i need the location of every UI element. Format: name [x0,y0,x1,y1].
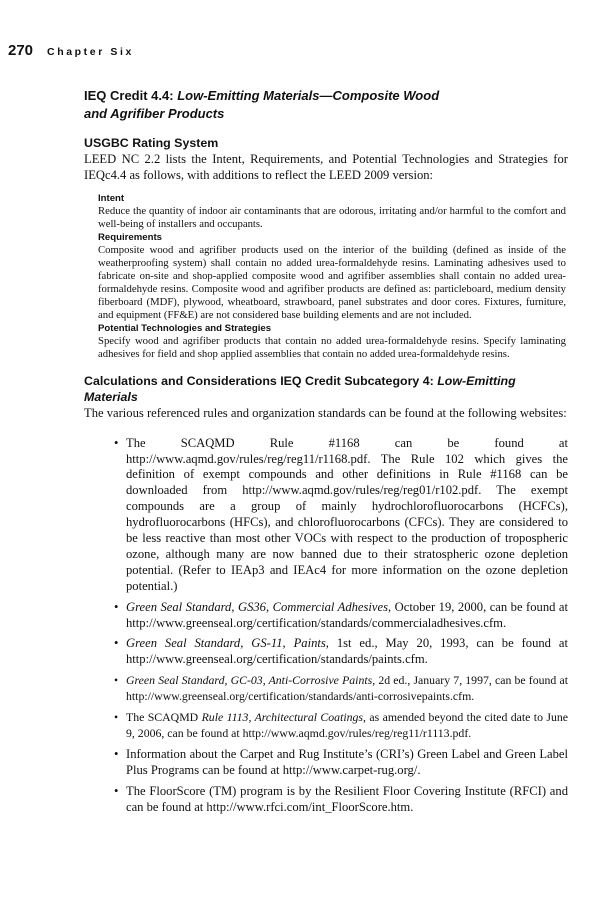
leed-quote-block [98,192,566,361]
list-item: • Green Seal Standard, GC-03, Anti-Corrosive Paints, 2d ed., January 7, 1997, can be found at http://www.greenseal.org/certification/standards/anti-corrosivepaints.cfm. [114,673,568,704]
bullet-icon: • [114,599,119,614]
reference-list [84,436,568,816]
list-item: • The SCAQMD Rule #1168 can be found at http://www.aqmd.gov/rules/reg/reg11/r1168.pdf. The Rule 102 which gives the definition of exempt compounds and other definitions in Rule #1168 can be downloaded from http://www.aqmd.gov/rules/reg/reg01/r102.pdf. The exempt compounds are a group of mainly hydrochlorofluorocarbons (HCFCs), hydrofluorocarbons (HFCs), and chlorofluorocarbons (CFCs). They are considered to be less reactive than most other VOCs with respect to the production of tropospheric ozone, although many are now banned due to their stratospheric ozone depletion potential. (Refer to IEAp3 and IEAc4 for more information on the ozone depletion potential.) [114,435,568,593]
calculations-heading: Calculations and Considerations IEQ Credit Subcategory 4: Low-Emitting Materials [84,374,516,405]
rating-system-heading: USGBC Rating System [84,136,219,150]
bullet-icon: • [114,636,119,651]
list-item: • The SCAQMD Rule 1113, Architectural Coatings, as amended beyond the cited date to June 9, 2006, can be found at http://www.aqmd.gov/rules/reg/reg11/r1113.pdf. [114,710,568,741]
bullet-icon: • [114,435,119,450]
running-header [8,42,134,60]
bullet-icon: • [114,673,119,688]
bullet-icon: • [114,783,119,798]
list-item: • The FloorScore (TM) program is by the Resilient Floor Covering Institute (RFCI) and can be found at http://www.rfci.com/int_FloorScore.htm. [114,783,568,814]
chapter-label: Chapter Six [47,46,134,58]
calculations-intro: The various referenced rules and organization standards can be found at the following websites: [84,406,567,421]
requirements-text: Composite wood and agrifiber products used on the interior of the building (defined as inside of the weatherproofing system) shall contain no added urea-formaldehyde resins. Laminating adhesives used to fabricate on-site and shop-applied composite wood and agrifiber assemblies shall contain no added urea-formaldehyde resins. Composite wood and agrifiber products are defined as: particleboard, medium density fiberboard (MDF), plywood, wheatboard, strawboard, panel substrates and door cores. Fixtures, furniture, and equipment (FF&E) are not considered base building elements and are not included. [98,244,566,322]
credit-title-italic: Low-Emitting Materials—Composite Wood [177,88,440,103]
list-item: • Green Seal Standard, GS-11, Paints, 1st ed., May 20, 1993, can be found at http://www.greenseal.org/certification/standards/paints.cfm. [114,636,568,667]
strategies-heading: Potential Technologies and Strategies [98,323,272,335]
page-content [84,87,568,816]
credit-title: IEQ Credit 4.4: Low-Emitting Materials—Composite Wood and Agrifiber Products [84,88,440,121]
page-number: 270 [8,42,34,59]
rating-system-intro: LEED NC 2.2 lists the Intent, Requirements, and Potential Technologies and Strategies for IEQc4.4 as follows, with additions to reflect the LEED 2009 version: [84,152,568,183]
bullet-icon: • [114,710,119,725]
calculations-heading-italic: Low-Emitting Materials [84,374,516,405]
requirements-heading: Requirements [98,232,162,244]
bullet-icon: • [114,746,119,761]
list-item: • Information about the Carpet and Rug Institute’s (CRI’s) Green Label and Green Label Plus Programs can be found at http://www.carpet-rug.org/. [114,746,568,777]
credit-title-italic-2: and Agrifiber Products [84,106,225,121]
intent-text: Reduce the quantity of indoor air contaminants that are odorous, irritating and/or harmful to the comfort and well-being of installers and occupants. [98,205,566,231]
intent-heading: Intent [98,193,125,205]
strategies-text: Specify wood and agrifiber products that contain no added urea-formaldehyde resins. Specify laminating adhesives for field and shop applied assemblies that contain no added urea-formaldehyde resins. [98,335,566,361]
list-item: • Green Seal Standard, GS36, Commercial Adhesives, October 19, 2000, can be found at http://www.greenseal.org/certification/standards/commercialadhesives.cfm. [114,599,568,630]
